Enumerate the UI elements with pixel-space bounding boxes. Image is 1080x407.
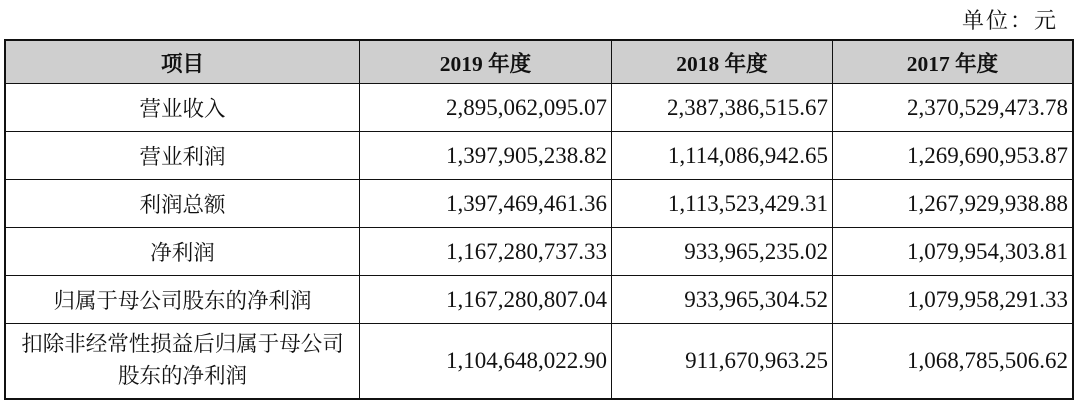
table-row <box>6 180 1073 228</box>
row-label: 扣除非经常性损益后归属于母公司股东的净利润 <box>6 324 360 399</box>
value-2017: 1,269,690,953.87 <box>833 132 1073 180</box>
row-label: 营业收入 <box>6 84 360 132</box>
value-2019: 2,895,062,095.07 <box>360 84 612 132</box>
value-2018: 911,670,963.25 <box>612 324 833 399</box>
value-2017: 2,370,529,473.78 <box>833 84 1073 132</box>
value-2018: 933,965,235.02 <box>612 228 833 276</box>
header-2019: 2019 年度 <box>360 41 612 84</box>
row-label: 净利润 <box>6 228 360 276</box>
table-row <box>6 276 1073 324</box>
value-2019: 1,397,905,238.82 <box>360 132 612 180</box>
value-2018: 1,114,086,942.65 <box>612 132 833 180</box>
value-2019: 1,167,280,737.33 <box>360 228 612 276</box>
row-label: 利润总额 <box>6 180 360 228</box>
table-row <box>6 132 1073 180</box>
value-2018: 2,387,386,515.67 <box>612 84 833 132</box>
header-2018: 2018 年度 <box>612 41 833 84</box>
header-item: 项目 <box>6 41 360 84</box>
value-2019: 1,104,648,022.90 <box>360 324 612 399</box>
value-2017: 1,079,958,291.33 <box>833 276 1073 324</box>
row-label: 营业利润 <box>6 132 360 180</box>
value-2019: 1,167,280,807.04 <box>360 276 612 324</box>
table-row <box>6 228 1073 276</box>
value-2017: 1,267,929,938.88 <box>833 180 1073 228</box>
header-2017: 2017 年度 <box>833 41 1073 84</box>
unit-label: 单位：元 <box>961 9 1058 34</box>
value-2018: 933,965,304.52 <box>612 276 833 324</box>
value-2017: 1,068,785,506.62 <box>833 324 1073 399</box>
row-label: 归属于母公司股东的净利润 <box>6 276 360 324</box>
value-2019: 1,397,469,461.36 <box>360 180 612 228</box>
table-row <box>6 324 1073 399</box>
value-2018: 1,113,523,429.31 <box>612 180 833 228</box>
financial-table <box>5 40 1073 399</box>
value-2017: 1,079,954,303.81 <box>833 228 1073 276</box>
table-row <box>6 84 1073 132</box>
table-header-row <box>6 41 1073 84</box>
